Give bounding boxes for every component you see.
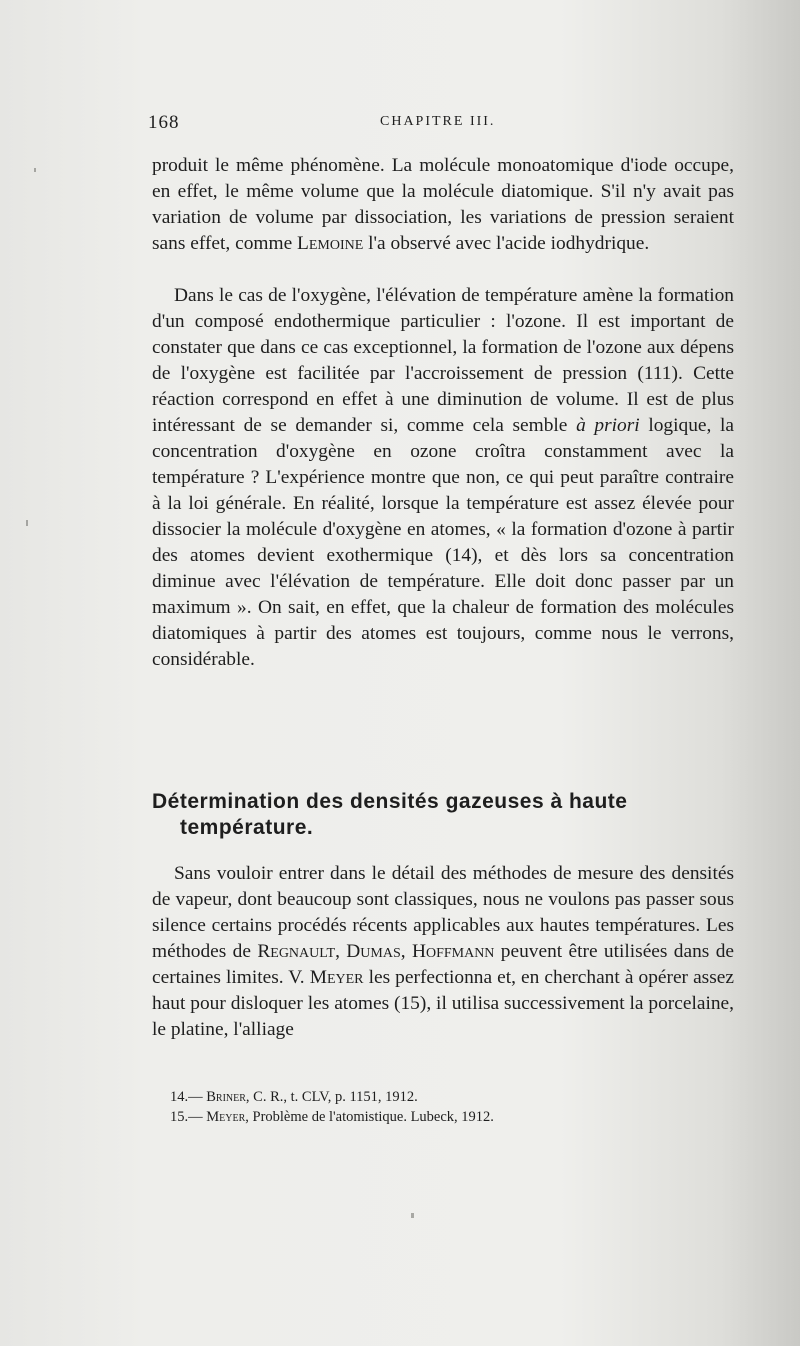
running-head: CHAPITRE III. bbox=[380, 114, 496, 129]
footnotes bbox=[170, 1087, 690, 1127]
author-meyer: Meyer bbox=[309, 967, 364, 988]
footnote-number: 15.— bbox=[170, 1109, 203, 1125]
paragraph-3-sep-1: , bbox=[335, 941, 347, 962]
author-regnault: Regnault bbox=[257, 941, 336, 962]
paragraph-1-text-a: produit le même phénomène. La molécule monoatomique d'iode occupe, en effet, le même volume que la molécule diatomique. S'il n'y avait pas variation de volume par dissociation, les variations de pression seraient sans effet, comme bbox=[152, 155, 734, 254]
page-header bbox=[148, 112, 738, 142]
paragraph-2-text-b: logique, la concentration d'oxygène en ozone croîtra constamment avec la température ? L'expérience montre que non, ce qui peut paraître contraire à la loi générale. En réalité, lorsque la température est assez élevée pour dissocier la molécule d'oxygène en atomes, « la formation d'ozone à partir des atomes devient exothermique (14), et dès lors sa concentration diminue avec l'élévation de température. Elle doit donc passer par un maximum ». On sait, en effet, que la chaleur de formation des molécules diatomiques à partir des atomes est toujours, comme nous le verrons, considérable. bbox=[152, 415, 734, 670]
footnote-15 bbox=[170, 1107, 690, 1127]
paragraph-3-sep-2: , bbox=[400, 941, 412, 962]
page-number: 168 bbox=[148, 112, 180, 133]
scan-speck bbox=[411, 1213, 414, 1218]
italic-a-priori: à priori bbox=[576, 415, 640, 436]
author-dumas: Dumas bbox=[346, 941, 401, 962]
footnote-author: Briner bbox=[206, 1089, 246, 1105]
author-hoffmann: Hoffmann bbox=[411, 941, 495, 962]
section-heading-line-2: température. bbox=[180, 816, 314, 839]
footnote-14 bbox=[170, 1087, 690, 1107]
author-lemoine: Lemoine bbox=[297, 233, 364, 254]
paragraph-3-text-a: Sans vouloir entrer dans le détail des méthodes de mesure des densités de vapeur, dont beaucoup sont classiques, nous ne voulons pas passer sous silence certains procédés récents applicables aux hautes températures. Les méthodes de bbox=[152, 863, 734, 962]
section-heading bbox=[152, 789, 752, 841]
paragraph-3-text-b: peuvent être utilisées dans de certaines limites. V. bbox=[152, 941, 735, 988]
footnote-text: , C. R., t. CLV, p. 1151, 1912. bbox=[245, 1089, 418, 1105]
paragraph-2 bbox=[152, 283, 734, 673]
paragraph-3-text-c: les perfectionna et, en cherchant à opérer assez haut pour disloquer les atomes (15), il utilisa successivement la porcelaine, le platine, l'alliage bbox=[152, 967, 734, 1040]
paragraph-2-text-a: Dans le cas de l'oxygène, l'élévation de température amène la formation d'un composé endothermique particulier : l'ozone. Il est important de constater que dans ce cas exceptionnel, la formation de l'ozone aux dépens de l'oxygène est facilitée par l'accroissement de pression (111). Cette réaction correspond en effet à une diminution de volume. Il est de plus intéressant de se demander si, comme cela semble bbox=[152, 285, 734, 436]
paragraph-3 bbox=[152, 861, 734, 1043]
scan-speck bbox=[34, 168, 36, 172]
paragraph-1-text-b: l'a observé avec l'acide iodhydrique. bbox=[363, 233, 650, 254]
paragraph-1 bbox=[152, 153, 734, 257]
scan-speck bbox=[26, 520, 28, 526]
footnote-author: Meyer bbox=[206, 1109, 246, 1125]
section-heading-line-1: Détermination des densités gazeuses à haute bbox=[152, 790, 628, 813]
footnote-text: , Problème de l'atomistique. Lubeck, 1912. bbox=[245, 1109, 494, 1125]
footnote-number: 14.— bbox=[170, 1089, 203, 1105]
